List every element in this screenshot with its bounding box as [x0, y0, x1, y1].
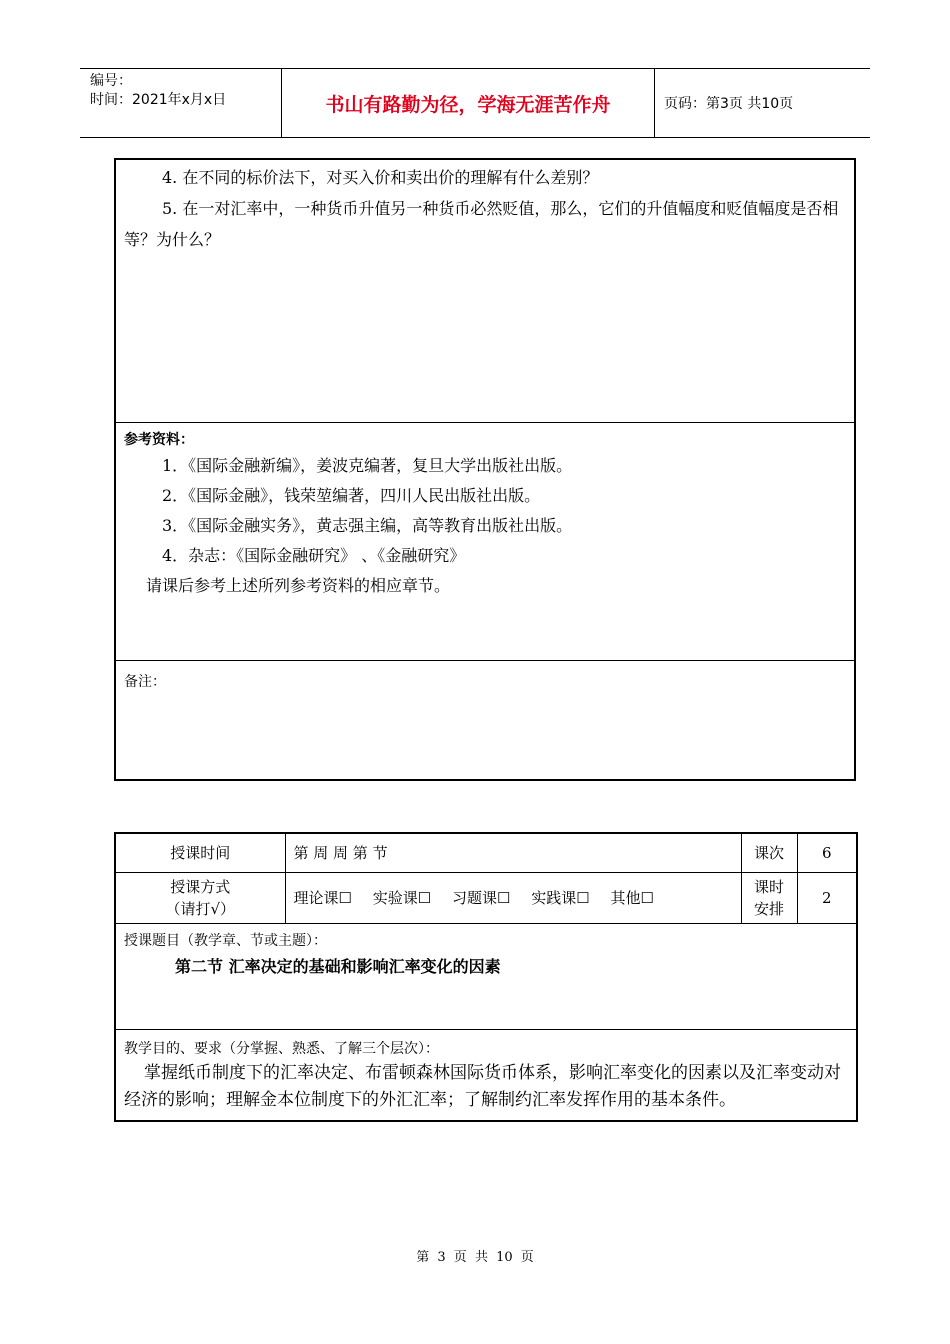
footer-part: 页: [520, 1250, 534, 1265]
time-label: 时间：2021年x月x日: [90, 92, 227, 108]
question-item: 4. 在不同的标价法下，对买入价和卖出价的理解有什么差别？: [162, 168, 599, 187]
topic-cell: [115, 923, 857, 1029]
page-header: [80, 68, 870, 138]
method-option-exercise[interactable]: 习题课☐: [451, 889, 511, 907]
lesson-no-label: 课次: [741, 833, 797, 872]
time-label-cell: 授课时间: [115, 833, 285, 872]
footer-page-number: 3: [437, 1250, 446, 1265]
method-option-practice[interactable]: 实践课☐: [531, 889, 590, 907]
code-label: 编号：: [90, 73, 132, 89]
schedule-table: [114, 832, 858, 1122]
hours-label-2: 安排: [753, 899, 784, 918]
questions-section: [116, 160, 854, 423]
lesson-notes-box: [114, 158, 856, 781]
footer-part: 共: [474, 1250, 488, 1265]
footer-part: 页: [453, 1250, 467, 1265]
reference-item: 1．《国际金融新编》，姜波克编著，复旦大学出版社出版。: [162, 456, 573, 475]
goals-cell: [115, 1029, 857, 1121]
lesson-no-value: 6: [797, 833, 857, 872]
goals-label: 教学目的、要求（分掌握、熟悉、了解三个层次）：: [124, 1040, 439, 1057]
method-option-theory[interactable]: 理论课☐: [293, 889, 352, 907]
header-motto: 书山有路勤为径，学海无涯苦作舟: [282, 69, 655, 137]
method-label: 授课方式: [170, 877, 231, 896]
question-item: 5. 在一对汇率中，一种货币升值另一种货币必然贬值，那么，它们的升值幅度和贬值幅度是否相等？为什么？: [124, 199, 839, 249]
reference-item: 2．《国际金融》，钱荣堃编著，四川人民出版社出版。: [162, 486, 541, 505]
references-title: 参考资料：: [124, 432, 194, 448]
hours-value: 2: [797, 872, 857, 923]
remarks-section: [116, 661, 854, 779]
header-meta: [80, 69, 282, 137]
page-footer: [0, 1246, 950, 1265]
remarks-title: 备注：: [124, 674, 166, 690]
references-section: [116, 423, 854, 661]
method-options: [285, 872, 741, 923]
header-page-info: 页码：第3页 共10页: [664, 96, 794, 112]
footer-total-pages: 10: [496, 1250, 513, 1265]
footer-part: 第: [416, 1250, 430, 1265]
references-note: 请课后参考上述所列参考资料的相应章节。: [146, 576, 451, 595]
method-label-cell: [115, 872, 285, 923]
topic-title: 第二节 汇率决定的基础和影响汇率变化的因素: [175, 956, 501, 976]
reference-item: 4．杂志：《国际金融研究》 、《金融研究》: [162, 546, 466, 565]
topic-label: 授课题目（教学章、节或主题）：: [124, 932, 327, 949]
method-option-lab[interactable]: 实验课☐: [372, 889, 432, 907]
reference-item: 3．《国际金融实务》，黄志强主编，高等教育出版社出版。: [162, 516, 573, 535]
method-option-other[interactable]: 其他☐: [610, 889, 654, 907]
method-hint: （请打√）: [165, 899, 236, 918]
goals-text: 掌握纸币制度下的汇率决定、布雷顿森林国际货币体系，影响汇率变化的因素以及汇率变动对经济的影响；理解金本位制度下的外汇汇率；了解制约汇率发挥作用的基本条件。: [124, 1062, 841, 1110]
hours-label-cell: [741, 872, 797, 923]
time-value-cell: 第 周 周 第 节: [285, 833, 741, 872]
hours-label: 课时: [753, 877, 784, 896]
